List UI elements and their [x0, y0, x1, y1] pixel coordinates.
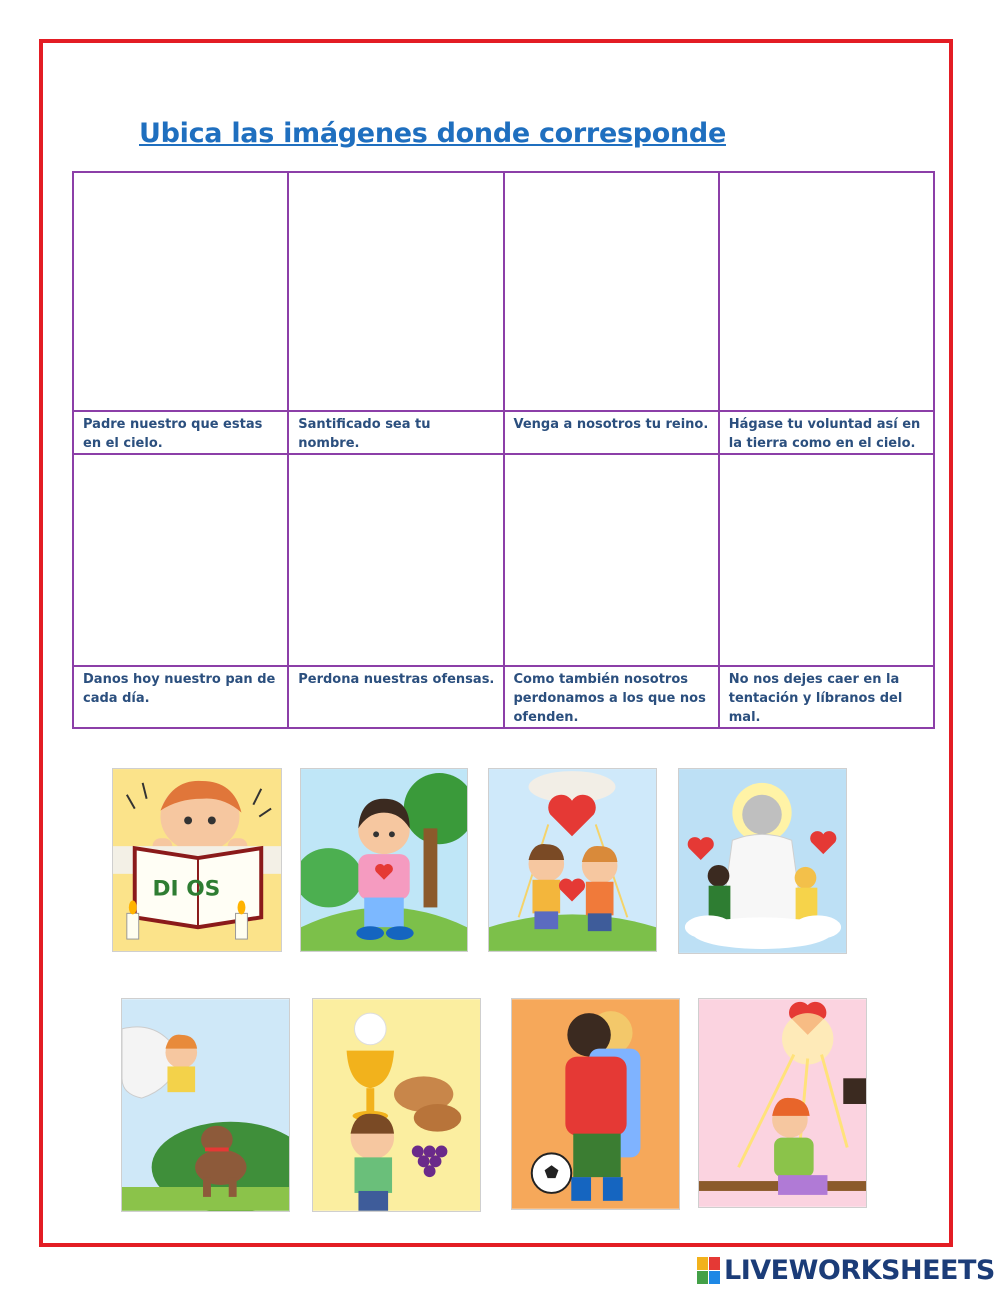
drop-slot-3[interactable] [504, 172, 719, 411]
caption-text: Santificado sea tu nombre. [298, 417, 431, 451]
caption-text: No nos dejes caer en la tentación y líbranos del mal. [728, 672, 903, 725]
drop-slot-8[interactable] [719, 454, 934, 666]
liveworksheets-logo [697, 1255, 995, 1285]
angel-protecting-girl-image[interactable] [121, 998, 290, 1212]
caption-cell [719, 666, 934, 728]
children-heart-image[interactable] [488, 768, 657, 952]
svg-text:DI OS: DI OS [152, 876, 221, 902]
worksheet-title: Ubica las imágenes donde corresponde [139, 118, 726, 149]
drop-slot-7[interactable] [504, 454, 719, 666]
answer-grid [72, 171, 935, 729]
praying-girl-image[interactable] [698, 998, 867, 1208]
hugging-children-image[interactable] [511, 998, 680, 1210]
caption-cell [504, 666, 719, 728]
drop-slot-5[interactable] [73, 454, 288, 666]
drop-slot-6[interactable] [288, 454, 503, 666]
caption-text: Venga a nosotros tu reino. [513, 417, 709, 432]
logo-text: LIVEWORKSHEETS [724, 1254, 995, 1286]
caption-text: Padre nuestro que estas en el cielo. [83, 417, 263, 451]
caption-cell [719, 411, 934, 454]
jesus-children-image[interactable] [678, 768, 847, 954]
bread-and-chalice-image[interactable] [312, 998, 481, 1212]
girl-heart-image[interactable] [300, 768, 468, 952]
caption-cell [288, 666, 503, 728]
drop-slot-1[interactable] [73, 172, 288, 411]
caption-text: Como también nosotros perdonamos a los que nos ofenden. [513, 672, 706, 725]
caption-text: Danos hoy nuestro pan de cada día. [83, 672, 276, 706]
logo-blocks-icon [697, 1257, 720, 1284]
caption-cell [288, 411, 503, 454]
caption-text: Hágase tu voluntad así en la tierra como en el cielo. [728, 417, 921, 451]
caption-text: Perdona nuestras ofensas. [298, 672, 495, 687]
caption-cell [73, 666, 288, 728]
caption-cell [504, 411, 719, 454]
bible-reading-image[interactable] [112, 768, 282, 952]
drop-slot-4[interactable] [719, 172, 934, 411]
drop-slot-2[interactable] [288, 172, 503, 411]
caption-cell [73, 411, 288, 454]
